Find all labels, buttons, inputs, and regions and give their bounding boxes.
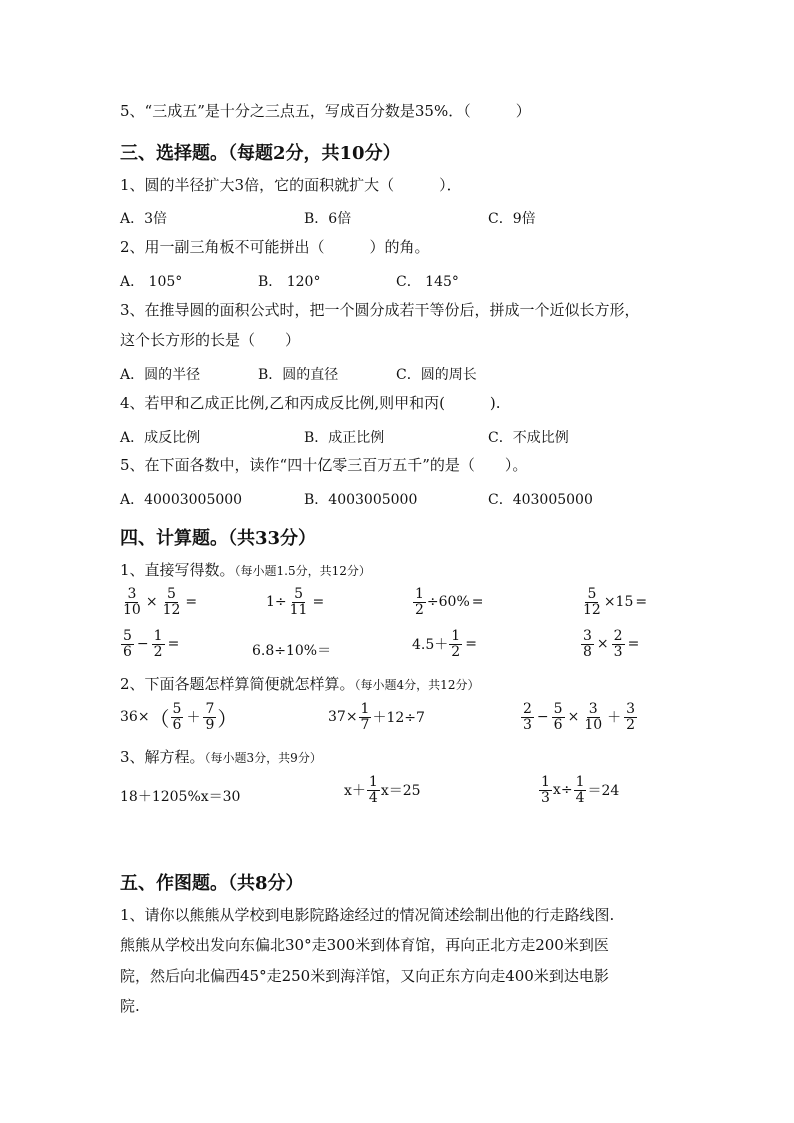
equation-2: x＋ $\frac{1}{4}$ x＝25 [344, 774, 421, 806]
equation-3: $\frac{1}{3}$ x÷ $\frac{1}{4}$ ＝24 [541, 774, 620, 806]
choice-q3-stem-line1: 3、在推导圆的面积公式时，把一个圆分成若干等份后，拼成一个近似长方形， [120, 301, 640, 319]
calc-expr-4: $\frac{5}{12}$ ×15 = [583, 586, 648, 618]
drawing-q1-line2: 熊熊从学校出发向东偏北30°走300米到体育馆，再向正北方走200米到医 [120, 936, 609, 954]
simplify-expr-2: 37× $\frac{1}{7}$ ＋12÷7 [328, 701, 425, 733]
choice-q1-b: B．6倍 [304, 211, 352, 227]
calc-part2-label: 2、下面各题怎样算简便就怎样算。 [120, 675, 355, 693]
calc-part3-label: 3、解方程。 [120, 748, 205, 766]
choice-q4-b: B．成正比例 [304, 430, 385, 446]
choice-q4-stem: 4、若甲和乙成正比例,乙和丙成反比例,则甲和丙( ). [120, 394, 501, 412]
choice-q4-a: A．成反比例 [120, 430, 201, 446]
calc-expr-7: 4.5＋ $\frac{1}{2}$ = [412, 628, 477, 660]
section-3-title: 三、选择题。（每题2分，共10分） [120, 143, 401, 164]
equation-1: 18＋1205%x＝30 [120, 789, 241, 805]
section-4-title: 四、计算题。（共33分） [120, 528, 317, 549]
choice-q3-b: B．圆的直径 [258, 367, 339, 383]
choice-q5-c: C．403005000 [488, 492, 593, 508]
calc-expr-8: $\frac{3}{8}$ × $\frac{2}{3}$ = [583, 628, 640, 660]
choice-q3-c: C．圆的周长 [396, 367, 477, 383]
choice-q2-b: B． 120° [258, 274, 321, 290]
choice-q5-a: A．40003005000 [120, 492, 243, 508]
calc-part2-title [120, 677, 479, 692]
choice-q1-a: A．3倍 [120, 211, 168, 227]
calc-expr-2: 1÷ $\frac{5}{11}$ = [266, 586, 325, 618]
choice-q4-c: C．不成比例 [488, 430, 569, 446]
drawing-q1-line4: 院. [120, 997, 140, 1015]
drawing-q1-line1: 1、请你以熊熊从学校到电影院路途经过的情况简述绘制出他的行走路线图. [120, 906, 615, 924]
choice-q2-stem: 2、用一副三角板不可能拼出（ ）的角。 [120, 238, 430, 256]
choice-q2-c: C． 145° [396, 274, 459, 290]
choice-q1-stem: 1、圆的半径扩大3倍，它的面积就扩大（ ）． [120, 176, 462, 194]
calc-part2-note: （每小题4分，共12分） [354, 678, 480, 692]
choice-q3-stem-line2: 这个长方形的长是（ ） [120, 331, 301, 349]
calc-part3-note: （每小题3分，共9分） [204, 751, 322, 765]
calc-expr-6: 6.8÷10%＝ [252, 643, 332, 659]
calc-part3-title [120, 750, 322, 765]
drawing-q1-line3: 院，然后向北偏西45°走250米到海洋馆，又向正东方向走400米到达电影 [120, 967, 609, 985]
simplify-expr-1: 36× （ $\frac{5}{6}$ ＋ $\frac{7}{9}$ ） [120, 701, 238, 733]
choice-q5-b: B．4003005000 [304, 492, 418, 508]
section-5-title: 五、作图题。（共8分） [120, 873, 304, 894]
choice-q5-stem: 5、在下面各数中，读作“四十亿零三百万五千”的是（ ）。 [120, 456, 528, 474]
choice-q3-a: A．圆的半径 [120, 367, 201, 383]
truefalse-q5: 5、“三成五”是十分之三点五，写成百分数是35%．（ ） [120, 102, 531, 120]
calc-expr-5: $\frac{5}{6}$ − $\frac{1}{2}$ = [123, 628, 180, 660]
simplify-expr-3: $\frac{2}{3}$ − $\frac{5}{6}$ × $\frac{3}{10}$ ＋ $\frac{3}{2}$ [523, 701, 636, 733]
choice-q2-a: A． 105° [120, 274, 183, 290]
calc-part1-label: 1、直接写得数。 [120, 561, 235, 579]
calc-expr-1: $\frac{3}{10}$ × $\frac{5}{12}$ = [123, 586, 198, 618]
calc-part1-title [120, 563, 371, 578]
calc-expr-3: $\frac{1}{2}$ ÷60% = [415, 586, 484, 618]
calc-part1-note: （每小题1.5分，共12分） [234, 564, 371, 578]
choice-q1-c: C．9倍 [488, 211, 536, 227]
